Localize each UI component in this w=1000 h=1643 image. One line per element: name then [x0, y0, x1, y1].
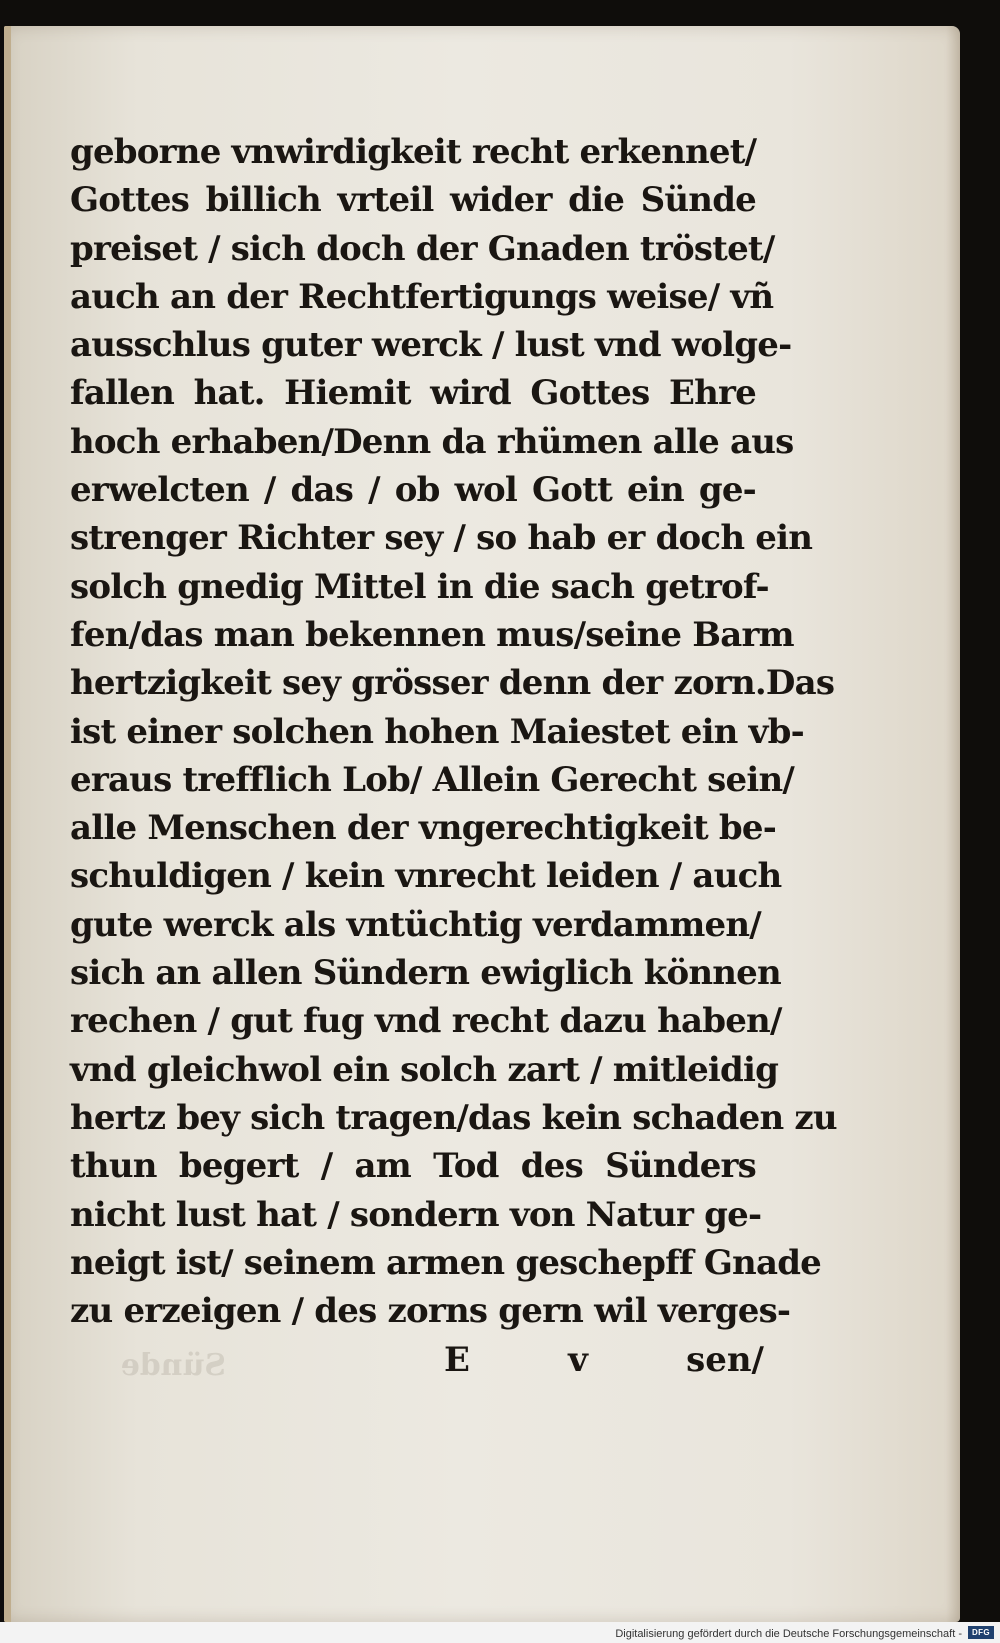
text-line: hertzigkeit sey grösser denn der zorn.Das	[70, 663, 835, 704]
text-line: hertz bey sich tragen/das kein schaden zu	[70, 1097, 837, 1138]
funding-notice: Digitalisierung gefördert durch die Deutsche Forschungsgemeinschaft -	[615, 1628, 962, 1640]
signature-catchword-line	[444, 1336, 764, 1384]
dfg-logo: DFG	[968, 1626, 994, 1639]
text-line: thun begert / am Tod des Sünders	[70, 1146, 756, 1187]
text-line: ist einer solchen hohen Maiestet ein vb-	[70, 711, 804, 752]
text-line: hoch erhaben/Denn da rhümen alle aus	[70, 421, 794, 462]
text-line: eraus trefflich Lob/ Allein Gerecht sein/	[70, 759, 794, 800]
show-through-text: Sünde	[120, 1348, 226, 1383]
signature-number: v	[568, 1340, 588, 1380]
text-line: schuldigen / kein vnrecht leiden / auch	[70, 856, 782, 897]
page-outer-edge	[946, 26, 960, 1622]
catchword: sen/	[686, 1340, 764, 1380]
text-line: zu erzeigen / des zorns gern wil verges-	[70, 1291, 791, 1332]
text-line: rechen / gut fug vnd recht dazu haben/	[70, 1001, 782, 1042]
text-line: fen/das man bekennen mus/seine Barm	[70, 614, 794, 655]
text-block	[70, 128, 837, 1335]
text-line: strenger Richter sey / so hab er doch ein	[70, 518, 813, 559]
text-line: neigt ist/ seinem armen geschepff Gnade	[70, 1242, 822, 1283]
book-page	[4, 26, 960, 1622]
text-line: sich an allen Sündern ewiglich können	[70, 953, 781, 994]
signature-letter: E	[444, 1340, 470, 1380]
text-line: Gottes billich vrteil wider die Sünde	[70, 180, 756, 221]
text-line: fallen hat. Hiemit wird Gottes Ehre	[70, 373, 756, 414]
text-line: vnd gleichwol ein solch zart / mitleidig	[70, 1049, 779, 1090]
text-line: alle Menschen der vngerechtigkeit be-	[70, 808, 777, 849]
text-line: geborne vnwirdigkeit recht erkennet/	[70, 132, 757, 172]
text-line: gute werck als vntüchtig verdammen/	[70, 904, 761, 945]
text-line: auch an der Rechtfertigungs weise/ vñ	[70, 276, 774, 317]
digitization-footer	[0, 1622, 1000, 1643]
text-line: ausschlus guter werck / lust vnd wolge-	[70, 325, 792, 366]
text-line: erwelcten / das / ob wol Gott ein ge-	[70, 470, 756, 511]
text-line: nicht lust hat / sondern von Natur ge-	[70, 1194, 762, 1235]
page-gutter-edge	[4, 26, 11, 1622]
text-line: preiset / sich doch der Gnaden tröstet/	[70, 228, 775, 269]
text-line: solch gnedig Mittel in die sach getrof-	[70, 566, 769, 607]
